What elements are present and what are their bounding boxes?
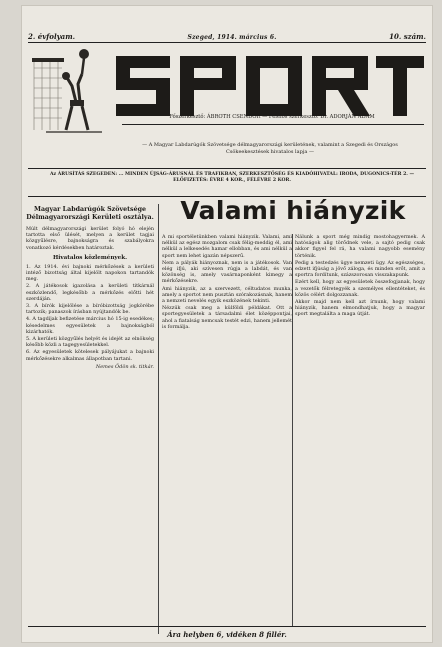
goalkeeper-illustration — [32, 46, 108, 134]
subscription-line: Az ÁRUSÍTÁS SZEGEDEN: ... MINDEN ÚJSÁG-ÁRUSNÁL ÉS TRAFIKBAN, SZERKESZTŐSÉG ÉS KIADÓHIVATAL: IRODA, DUGONICS-TÉR 2. — ELŐFIZETÉS: ÉVRE 4 KOR., FÉLÉVRE 2 KOR. — [49, 172, 415, 184]
left-paragraph: 1. Az 1914. évi bajnoki mérkőzések a kerületi intéző bizottság által kijelölt napokon tartandók meg. — [26, 263, 154, 283]
volume-label: 2. évfolyam. — [28, 32, 76, 41]
issue-number: 10. szám. — [389, 32, 426, 41]
article-title: Valami hiányzik — [180, 196, 406, 225]
masthead — [28, 44, 426, 124]
article-paragraph: Nálunk a sport még mindig mostohagyermek. A hatóságok alig törődnek vele, a sajtó pedig csak akkor figyel fel rá, ha valami nagyobb esemény történik. — [295, 234, 425, 259]
column-divider — [158, 204, 159, 634]
masthead-rule — [28, 168, 426, 169]
article-column-1 — [162, 234, 292, 331]
left-subheading: Hivatalos közlemények. — [52, 254, 128, 261]
dateline: Szeged, 1914. március 6. — [187, 34, 277, 41]
article-paragraph: Nézzük csak meg a külföldi példákat. Ott a sportegyesületek a társadalmi élet középpontjai, ahol a fiatalság nemcsak testét edzi, hanem jellemét is formálja. — [162, 305, 292, 330]
article-paragraph: Ami hiányzik, az a szervezett, céltudatos munka, amely a sportot nem pusztán szórakozásnak, hanem a nemzeti nevelés egyik eszközének tekinti. — [162, 285, 292, 305]
left-paragraph: 5. A kerületi közgyűlés helyét és idejét az elnökség később közli a tagegyesületekkel. — [26, 336, 154, 349]
footer-rule — [28, 626, 426, 627]
article-paragraph: Ezért kell, hogy az egyesületek összefogjanak, hogy a vezetők félretegyék a személyes ellentéteket, és közös célért dolgozzanak. — [295, 279, 425, 298]
editors-line: Főszerkesztő: ÁBROTH CSENDOR — Felelős szerkesztő: Dr. ADORJÁN ÁDÁM — [169, 114, 375, 120]
left-intro: Múlt délmagyarországi kerület folyó hó elején tartotta első ülését, melyen a kerület tagjai közgyűlésre, bajnokságra és szabályokra vonatkozó kérdésekben határoztak. — [26, 226, 154, 251]
article-paragraph: A mi sportéletünkben valami hiányzik. Valami, ami nélkül az egész mozgalom csak félig-meddig él, ami nélkül a lelkesedés hamar ellobban, és ami nélkül a sport nem lehet igazán népszerű. — [162, 234, 292, 259]
editors-rule — [122, 124, 424, 125]
article-paragraph: Akkor majd nem kell azt írnunk, hogy valami hiányzik, hanem elmondhatjuk, hogy a magyar sport megtalálta a maga útját. — [295, 299, 425, 318]
sport-logo — [112, 46, 426, 124]
header-rule — [28, 42, 426, 43]
article-column-2 — [295, 234, 425, 319]
left-headline: Magyar Labdarúgók Szövetsége Délmagyarországi Kerületi osztálya. — [26, 206, 154, 221]
newspaper-page — [22, 6, 432, 642]
price-footer: Ára helyben 6, vidéken 8 fillér. — [167, 630, 287, 639]
left-paragraph: 3. A bírók kijelölése a bíróbizottság jogkörébe tartozik; panaszok írásban nyújtandók be. — [26, 303, 154, 316]
left-paragraph: 4. A tagdíjak befizetése március hó 15-ig esedékes; késedelmes egyesületek a bajnokságból kizárhatók. — [26, 316, 154, 335]
column-divider — [292, 234, 293, 626]
publication-subline: — A Magyar Labdarúgók Szövetsége délmagyarországi kerületének, valamint a Szegedi és Országos Csökeekesztések hivatalos lapja — — [142, 142, 398, 155]
left-paragraph: 6. Az egyesületek kötelesek pályájukat a bajnoki mérkőzésekre alkalmas állapotban tartani. — [26, 349, 154, 362]
article-paragraph: Pedig a testedzés ügye nemzeti ügy. Az egészséges, edzett ifjúság a jövő záloga, és minden erőt, amit a sportra fordítunk, százszorosan visszakapunk. — [295, 259, 425, 279]
left-signature: Nemes Ödön sk. titkár. — [95, 363, 154, 370]
article-paragraph: Nem a pályák hiányoznak, nem is a játékosok. Van elég ifjú, aki szívesen rúgja a labdát, és van közönség is, amely vasárnaponként kimegy a mérkőzésekre. — [162, 259, 292, 285]
left-paragraph: 2. A játékosok igazolása a kerületi titkárnál eszközlendő, legkésőbb a mérkőzés előtti hét szerdáján. — [26, 283, 154, 302]
header-line — [28, 32, 426, 41]
left-column — [26, 206, 154, 370]
